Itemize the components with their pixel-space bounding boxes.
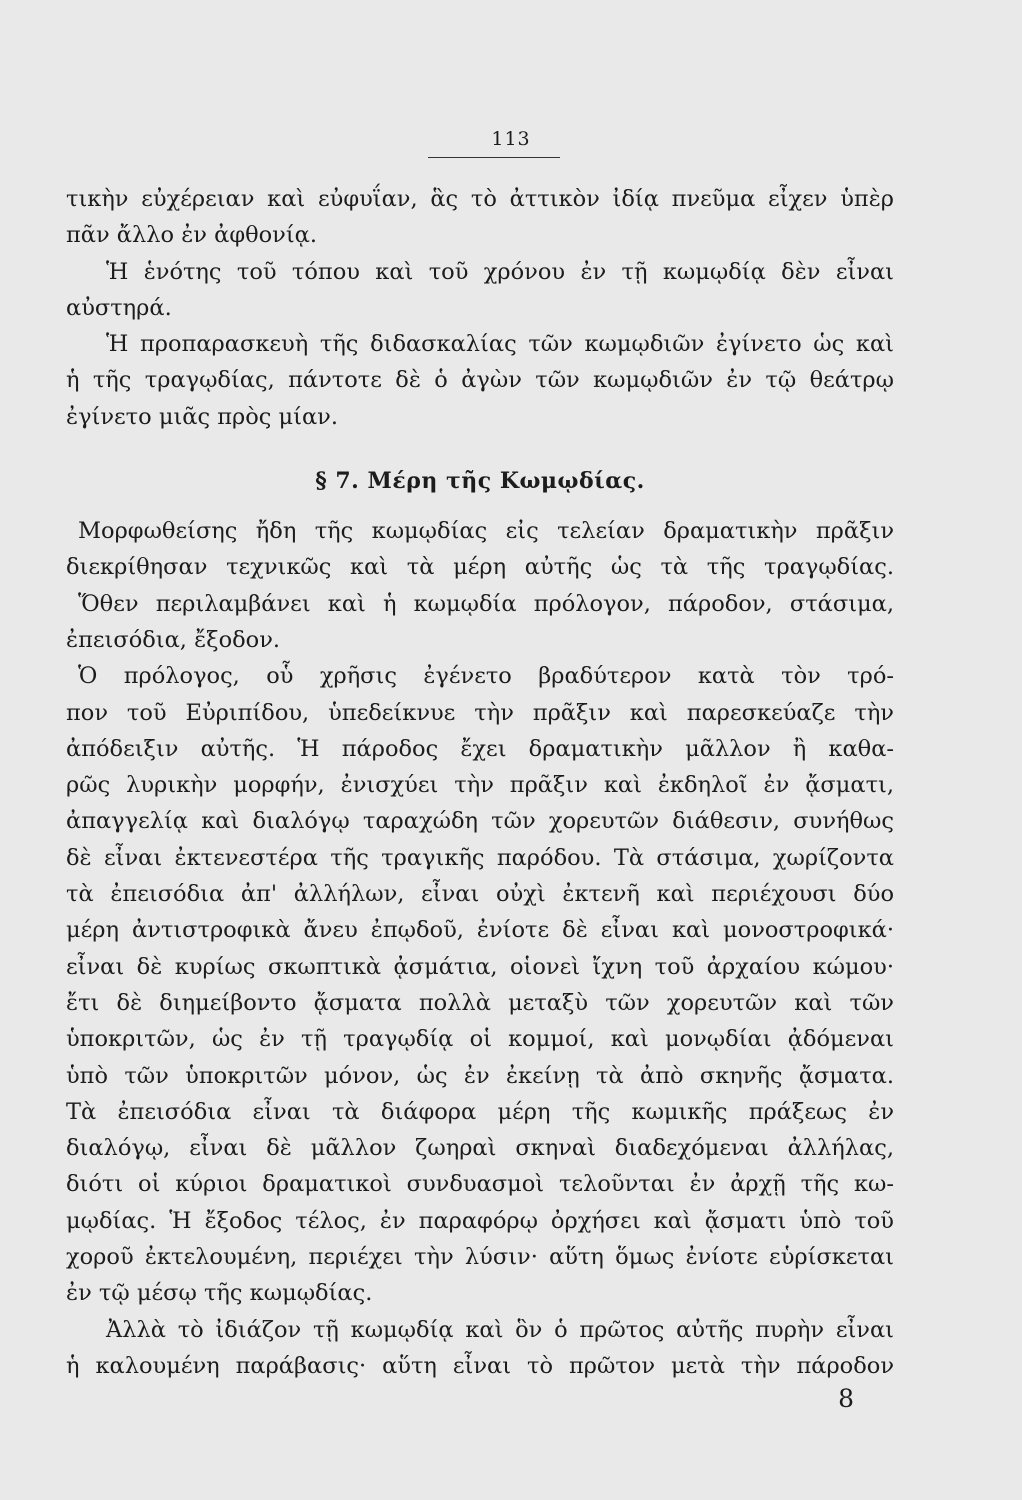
text-line: Ἀλλὰ τὸ ἰδιάζον τῇ κωμῳδίᾳ καὶ ὃν ὁ πρῶτος αὐτῆς πυρὴν εἶναι bbox=[106, 1316, 894, 1343]
header-rule bbox=[428, 157, 560, 158]
text-line: Ὅθεν περιλαμβάνει καὶ ἡ κωμῳδία πρόλογον, πάροδον, στάσιμα, bbox=[78, 590, 894, 617]
text-line: ἐν τῷ μέσῳ τῆς κωμῳδίας. bbox=[66, 1280, 373, 1307]
text-line: ἐγίνετο μιᾶς πρὸς μίαν. bbox=[66, 403, 338, 430]
text-line: δὲ εἶναι ἐκτενεστέρα τῆς τραγικῆς παρόδου. Τὰ στάσιμα, χωρίζοντα bbox=[66, 844, 894, 871]
text-line: πᾶν ἄλλο ἐν ἀφθονίᾳ. bbox=[66, 222, 318, 249]
signature-mark: 8 bbox=[838, 1384, 854, 1413]
text-line: αὐστηρά. bbox=[66, 294, 172, 321]
text-line: ἡ τῆς τραγῳδίας, πάντοτε δὲ ὁ ἀγὼν τῶν κωμῳδιῶν ἐν τῷ θεάτρῳ bbox=[66, 367, 894, 394]
text-line: διεκρίθησαν τεχνικῶς καὶ τὰ μέρη αὐτῆς ὡς τὰ τῆς τραγῳδίας. bbox=[66, 554, 894, 581]
text-line: διαλόγῳ, εἶναι δὲ μᾶλλον ζωηραὶ σκηναὶ διαδεχόμεναι ἀλλήλας, bbox=[66, 1135, 894, 1162]
section-heading-text: § 7. Μέρη τῆς Κωμῳδίας. bbox=[315, 468, 645, 495]
text-line: διότι οἱ κύριοι δραματικοὶ συνδυασμοὶ τελοῦνται ἐν ἀρχῇ τῆς κω- bbox=[66, 1171, 894, 1198]
text-line: τικὴν εὐχέρειαν καὶ εὐφυΐαν, ἃς τὸ ἀττικὸν ἰδίᾳ πνεῦμα εἶχεν ὑπὲρ bbox=[66, 186, 894, 212]
body-text bbox=[66, 181, 894, 1384]
page-number: 113 bbox=[491, 128, 531, 150]
text-line: Ἡ ἑνότης τοῦ τόπου καὶ τοῦ χρόνου ἐν τῇ κωμῳδίᾳ δὲν εἶναι bbox=[106, 258, 894, 285]
text-line: τὰ ἐπεισόδια ἀπ' ἀλλήλων, εἶναι οὐχὶ ἐκτενῆ καὶ περιέχουσι δύο bbox=[66, 881, 894, 908]
text-line: ἀπαγγελίᾳ καὶ διαλόγῳ ταραχώδη τῶν χορευτῶν διάθεσιν, συνήθως bbox=[66, 808, 894, 835]
text-line: χοροῦ ἐκτελουμένη, περιέχει τὴν λύσιν· αὕτη ὅμως ἐνίοτε εὑρίσκεται bbox=[66, 1244, 894, 1271]
section-heading bbox=[66, 457, 894, 505]
text-line: Ὁ πρόλογος, οὗ χρῆσις ἐγένετο βραδύτερον κατὰ τὸν τρό- bbox=[78, 663, 894, 690]
text-line: εἶναι δὲ κυρίως σκωπτικὰ ᾀσμάτια, οἱονεὶ ἴχνη τοῦ ἀρχαίου κώμου· bbox=[66, 953, 894, 980]
text-line: μῳδίας. Ἡ ἔξοδος τέλος, ἐν παραφόρῳ ὀρχήσει καὶ ᾄσματι ὑπὸ τοῦ bbox=[66, 1207, 894, 1234]
text-line: ὑποκριτῶν, ὡς ἐν τῇ τραγῳδίᾳ οἱ κομμοί, καὶ μονῳδίαι ᾀδόμεναι bbox=[66, 1026, 894, 1053]
text-line: ἐπεισόδια, ἔξοδον. bbox=[66, 626, 281, 653]
text-line: ρῶς λυρικὴν μορφήν, ἐνισχύει τὴν πρᾶξιν καὶ ἐκδηλοῖ ἐν ᾄσματι, bbox=[66, 772, 894, 799]
text-line: ἀπόδειξιν αὐτῆς. Ἡ πάροδος ἔχει δραματικὴν μᾶλλον ἢ καθα- bbox=[66, 735, 894, 762]
text-line: Τὰ ἐπεισόδια εἶναι τὰ διάφορα μέρη τῆς κωμικῆς πράξεως ἐν bbox=[66, 1098, 894, 1125]
text-line: Μορφωθείσης ἤδη τῆς κωμῳδίας εἰς τελείαν δραματικὴν πρᾶξιν bbox=[78, 518, 894, 545]
text-line: ἔτι δὲ διημείβοντο ᾄσματα πολλὰ μεταξὺ τῶν χορευτῶν καὶ τῶν bbox=[66, 989, 894, 1016]
text-line: ὑπὸ τῶν ὑποκριτῶν μόνον, ὡς ἐν ἐκείνῃ τὰ ἀπὸ σκηνῆς ᾄσματα. bbox=[66, 1062, 894, 1089]
text-line: μέρη ἀντιστροφικὰ ἄνευ ἐπῳδοῦ, ἐνίοτε δὲ εἶναι καὶ μονοστροφικά· bbox=[66, 917, 894, 944]
text-line: πον τοῦ Εὐριπίδου, ὑπεδείκνυε τὴν πρᾶξιν καὶ παρεσκεύαζε τὴν bbox=[66, 699, 894, 726]
text-line: Ἡ προπαρασκευὴ τῆς διδασκαλίας τῶν κωμῳδιῶν ἐγίνετο ὡς καὶ bbox=[106, 331, 894, 358]
text-line: ἡ καλουμένη παράβασις· αὕτη εἶναι τὸ πρῶτον μετὰ τὴν πάροδον bbox=[66, 1352, 894, 1379]
